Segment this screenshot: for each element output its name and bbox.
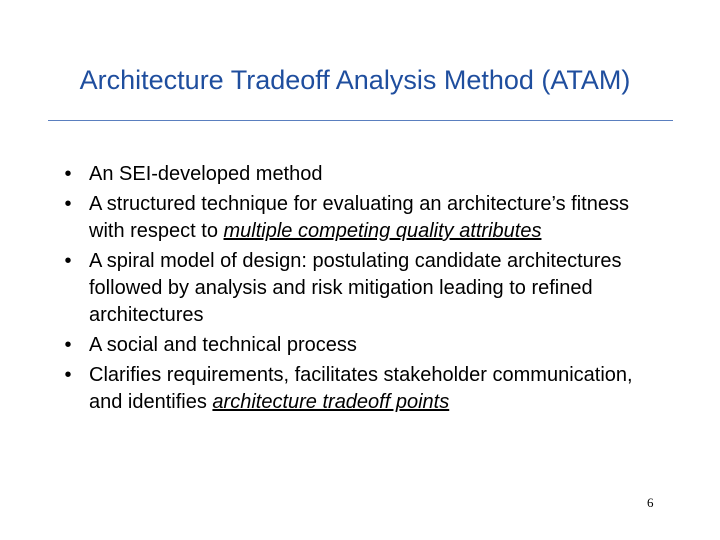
title-divider [48, 120, 673, 121]
bullet-text: An SEI-developed method [89, 163, 323, 185]
bullet-item [58, 161, 658, 188]
bullet-marker: • [64, 163, 72, 185]
page-number: 6 [647, 495, 654, 510]
bullet-item [58, 248, 658, 329]
bullet-item [58, 332, 658, 359]
bullet-marker: • [64, 334, 72, 356]
slide-title: Architecture Tradeoff Analysis Method (ATAM) [79, 65, 631, 95]
bullet-marker: • [64, 193, 72, 215]
bullet-emphasis: multiple competing quality attributes [223, 220, 542, 242]
bullet-item [58, 191, 658, 245]
bullet-emphasis: architecture tradeoff points [212, 391, 450, 413]
bullet-text: A spiral model of design: postulating candidate architectures followed by analysis and risk mitigation leading to refined architectures [89, 250, 622, 326]
bullet-item [58, 362, 658, 416]
bullet-text: A structured technique for evaluating an architecture’s fitness with respect to [89, 193, 629, 242]
bullet-marker: • [64, 250, 72, 272]
bullet-marker: • [64, 364, 72, 386]
bullet-text: Clarifies requirements, facilitates stakeholder communication, and identifies [89, 364, 633, 413]
bullet-list [58, 161, 658, 419]
bullet-text: A social and technical process [89, 334, 357, 356]
